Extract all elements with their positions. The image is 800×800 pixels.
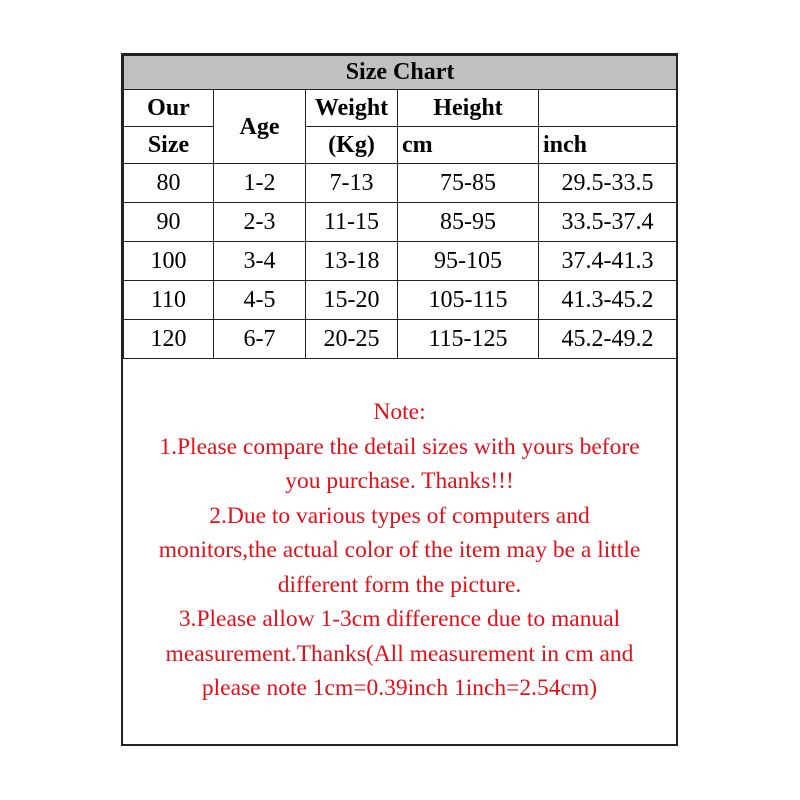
note-line: measurement.Thanks(All measurement in cm and — [165, 640, 634, 667]
header-weight-line1: Weight — [306, 90, 398, 127]
cell-height-cm: 95-105 — [398, 242, 539, 281]
header-cm: cm — [398, 127, 539, 164]
header-row-1 — [124, 90, 677, 127]
size-chart-table — [123, 55, 677, 359]
cell-height-inch: 29.5-33.5 — [539, 164, 677, 203]
cell-height-cm: 115-125 — [398, 320, 539, 359]
cell-age: 4-5 — [214, 281, 306, 320]
cell-weight: 13-18 — [306, 242, 398, 281]
cell-height-cm: 105-115 — [398, 281, 539, 320]
note-line: 1.Please compare the detail sizes with yours before — [159, 433, 640, 460]
cell-size: 110 — [124, 281, 214, 320]
note-line: you purchase. Thanks!!! — [285, 468, 514, 495]
cell-size: 90 — [124, 203, 214, 242]
cell-weight: 11-15 — [306, 203, 398, 242]
cell-weight: 15-20 — [306, 281, 398, 320]
cell-age: 2-3 — [214, 203, 306, 242]
header-inch: inch — [539, 127, 677, 164]
header-blank — [539, 90, 677, 127]
table-row — [124, 203, 677, 242]
cell-age: 1-2 — [214, 164, 306, 203]
table-row — [124, 281, 677, 320]
cell-height-cm: 85-95 — [398, 203, 539, 242]
chart-title: Size Chart — [124, 56, 677, 90]
cell-height-inch: 45.2-49.2 — [539, 320, 677, 359]
note-line: monitors,the actual color of the item may be a little — [158, 537, 641, 564]
note-heading: Note: — [373, 399, 426, 426]
note-line: 2.Due to various types of computers and — [209, 502, 590, 529]
cell-age: 6-7 — [214, 320, 306, 359]
cell-age: 3-4 — [214, 242, 306, 281]
cell-height-cm: 75-85 — [398, 164, 539, 203]
cell-size: 120 — [124, 320, 214, 359]
cell-height-inch: 41.3-45.2 — [539, 281, 677, 320]
header-weight-line2: (Kg) — [306, 127, 398, 164]
cell-weight: 20-25 — [306, 320, 398, 359]
header-age: Age — [214, 90, 306, 164]
header-our-size-line2: Size — [124, 127, 214, 164]
notes-section — [123, 355, 676, 746]
cell-size: 100 — [124, 242, 214, 281]
note-line: different form the picture. — [277, 571, 522, 598]
table-row — [124, 242, 677, 281]
header-our-size-line1: Our — [124, 90, 214, 127]
note-line: 3.Please allow 1-3cm difference due to manual — [178, 606, 621, 633]
header-height: Height — [398, 90, 539, 127]
header-row-2 — [124, 127, 677, 164]
cell-height-inch: 33.5-37.4 — [539, 203, 677, 242]
size-chart-frame — [121, 53, 678, 746]
title-row — [124, 56, 677, 90]
table-row — [124, 164, 677, 203]
cell-height-inch: 37.4-41.3 — [539, 242, 677, 281]
cell-size: 80 — [124, 164, 214, 203]
table-row — [124, 320, 677, 359]
note-line: please note 1cm=0.39inch 1inch=2.54cm) — [201, 675, 598, 702]
cell-weight: 7-13 — [306, 164, 398, 203]
